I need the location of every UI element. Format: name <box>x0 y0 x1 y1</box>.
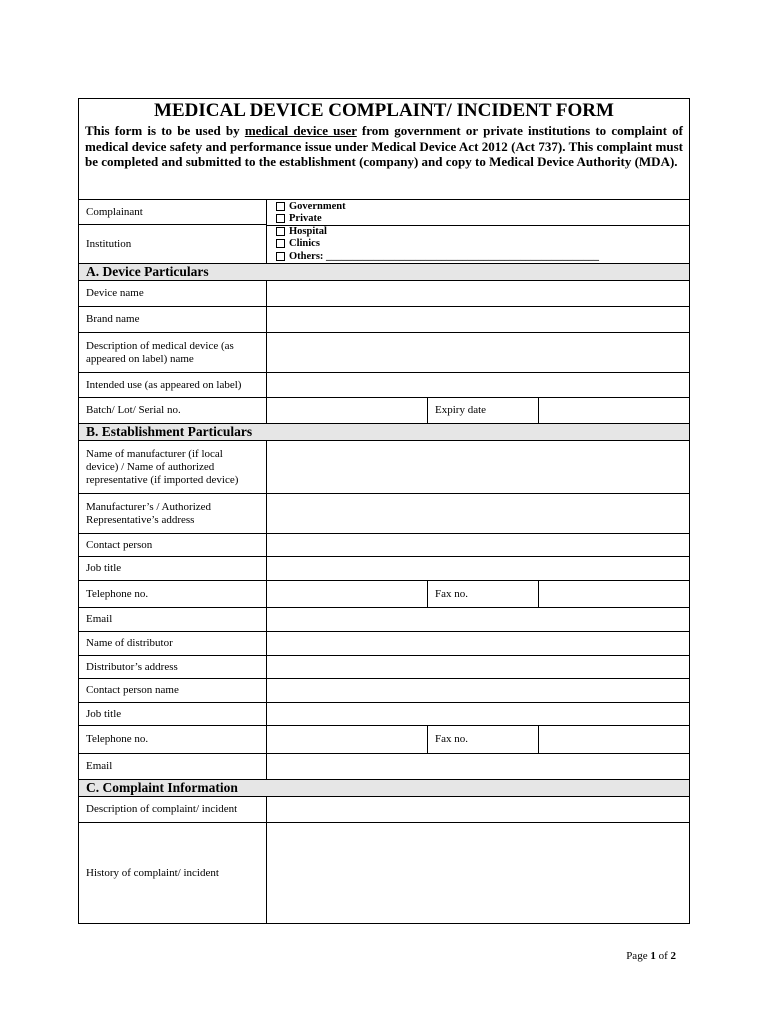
intro-underlined: medical device user <box>244 123 357 138</box>
checkbox-hospital[interactable] <box>276 227 285 236</box>
checkbox-government[interactable] <box>276 202 285 211</box>
checkbox-private[interactable] <box>276 214 285 223</box>
row-distributor-name <box>79 632 689 656</box>
complainant-label: Complainant <box>79 200 267 225</box>
telephone-label: Telephone no. <box>79 581 267 607</box>
fax-field[interactable] <box>539 581 689 607</box>
contact-person-field[interactable] <box>267 534 689 556</box>
brand-name-field[interactable] <box>267 307 689 332</box>
complaint-history-label: History of complaint/ incident <box>79 823 267 923</box>
email-2-field[interactable] <box>267 754 689 779</box>
row-contact-person <box>79 534 689 557</box>
expiry-field[interactable] <box>539 398 689 423</box>
job-title-label: Job title <box>79 557 267 580</box>
row-contact-person-name <box>79 679 689 703</box>
distributor-address-field[interactable] <box>267 656 689 678</box>
complaint-description-field[interactable] <box>267 797 689 822</box>
intended-use-label: Intended use (as appeared on label) <box>79 373 267 397</box>
description-field[interactable] <box>267 333 689 372</box>
complaint-form <box>78 98 690 924</box>
batch-field[interactable] <box>267 398 428 423</box>
distributor-address-label: Distributor’s address <box>79 656 267 678</box>
row-email-2 <box>79 754 689 780</box>
form-title: MEDICAL DEVICE COMPLAINT/ INCIDENT FORM <box>154 100 614 121</box>
manufacturer-address-label: Manufacturer’s / Authorized Representative’s address <box>79 494 267 533</box>
option-hospital[interactable]: Hospital <box>276 225 689 238</box>
row-job-title <box>79 557 689 581</box>
device-name-field[interactable] <box>267 281 689 306</box>
institution-label: Institution <box>79 225 267 263</box>
brand-name-label: Brand name <box>79 307 267 332</box>
description-label: Description of medical device (as appeared on label) name <box>79 333 267 372</box>
checkbox-others[interactable] <box>276 252 285 261</box>
telephone-2-field[interactable] <box>267 726 428 753</box>
manufacturer-name-field[interactable] <box>267 441 689 493</box>
telephone-field[interactable] <box>267 581 428 607</box>
row-manufacturer-address <box>79 494 689 534</box>
contact-person-name-label: Contact person name <box>79 679 267 702</box>
row-complaint-description <box>79 797 689 823</box>
section-c-header: C. Complaint Information <box>79 780 689 797</box>
manufacturer-address-field[interactable] <box>267 494 689 533</box>
intended-use-field[interactable] <box>267 373 689 397</box>
job-title-2-label: Job title <box>79 703 267 725</box>
fax-label: Fax no. <box>428 581 539 607</box>
email-2-label: Email <box>79 754 267 779</box>
row-email <box>79 608 689 632</box>
batch-label: Batch/ Lot/ Serial no. <box>79 398 267 423</box>
device-name-label: Device name <box>79 281 267 306</box>
row-description <box>79 333 689 373</box>
row-telephone <box>79 581 689 608</box>
page-number: Page 1 of 2 <box>626 950 676 962</box>
email-field[interactable] <box>267 608 689 631</box>
row-manufacturer-name <box>79 441 689 494</box>
section-a-header: A. Device Particulars <box>79 264 689 281</box>
job-title-field[interactable] <box>267 557 689 580</box>
row-intended-use <box>79 373 689 398</box>
form-intro: This form is to be used by medical device user from government or private institutions to complaint of medical device safety and performance issue under Medical Device Act 2012 (Act 737). This complaint must be completed and submitted to the establishment (company) and copy to Medical Device Authority (MDA). <box>85 123 683 169</box>
contact-person-label: Contact person <box>79 534 267 556</box>
option-clinics[interactable]: Clinics <box>276 238 689 251</box>
telephone-2-label: Telephone no. <box>79 726 267 753</box>
row-complaint-history <box>79 823 689 923</box>
section-b-header: B. Establishment Particulars <box>79 424 689 441</box>
row-job-title-2 <box>79 703 689 726</box>
complainant-block <box>79 200 689 264</box>
option-private[interactable]: Private <box>276 213 689 226</box>
fax-2-field[interactable] <box>539 726 689 753</box>
option-government[interactable]: Government <box>276 200 689 213</box>
institution-options <box>267 200 689 263</box>
distributor-name-label: Name of distributor <box>79 632 267 655</box>
fax-2-label: Fax no. <box>428 726 539 753</box>
email-label: Email <box>79 608 267 631</box>
row-batch <box>79 398 689 424</box>
row-telephone-2 <box>79 726 689 754</box>
row-distributor-address <box>79 656 689 679</box>
form-header <box>79 99 689 200</box>
job-title-2-field[interactable] <box>267 703 689 725</box>
distributor-name-field[interactable] <box>267 632 689 655</box>
manufacturer-name-label: Name of manufacturer (if local device) / Name of authorized representative (if imported device) <box>79 441 267 493</box>
row-brand-name <box>79 307 689 333</box>
complaint-history-field[interactable] <box>267 823 689 923</box>
expiry-label: Expiry date <box>428 398 539 423</box>
complaint-description-label: Description of complaint/ incident <box>79 797 267 822</box>
option-others[interactable]: Others: ____________________________________________________ <box>276 250 689 263</box>
checkbox-clinics[interactable] <box>276 239 285 248</box>
row-device-name <box>79 281 689 307</box>
contact-person-name-field[interactable] <box>267 679 689 702</box>
